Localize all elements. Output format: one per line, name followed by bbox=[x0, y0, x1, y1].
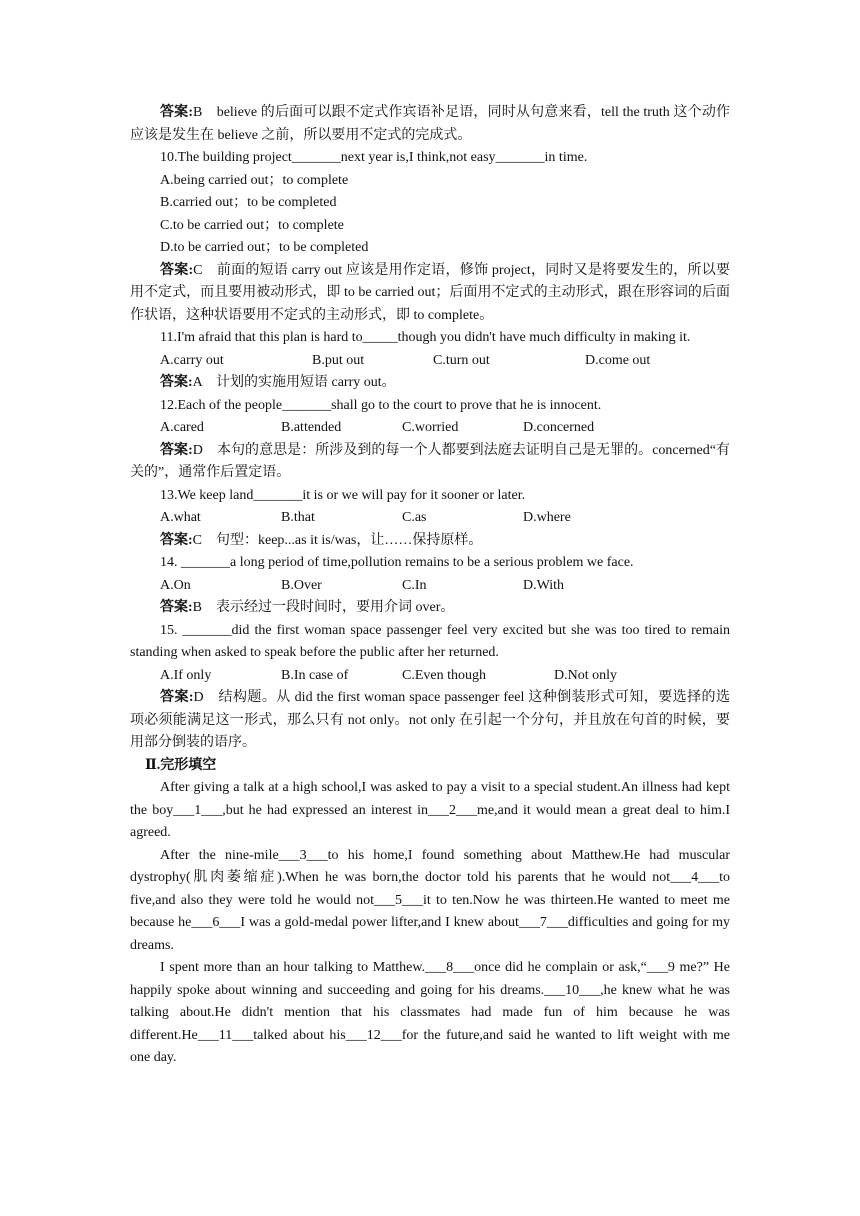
q14-answer bbox=[130, 597, 730, 620]
option-b: B.In case of bbox=[281, 667, 349, 683]
q13-stem: 13.We keep land_______it is or we will pay for it sooner or later. bbox=[160, 487, 526, 503]
q14-options bbox=[130, 575, 730, 598]
answer-text: A 计划的实施用短语 carry out。 bbox=[192, 375, 396, 390]
section-heading: Ⅱ.完形填空 bbox=[145, 757, 217, 773]
q10-option-b: B.carried out；to be completed bbox=[160, 195, 337, 210]
cloze-paragraph-2: After the nine-mile___3___to his home,I found something about Matthew.He had muscular dystrophy(肌肉萎缩症).When he was born,the doctor told his parents that he would not___4___to five,and also they were told he would not___5___it to ten.Now he was thirteen.He wanted to meet me because he___6___I was a gold-medal power lifter,and I knew about___7___difficulties and going for my dreams. bbox=[130, 847, 730, 953]
answer-text: D 结构题。从 did the first woman space passenger feel 这种倒装形式可知，要选择的选项必须能满足这一形式，那么只有 not only。not only 在引起一个分句，并且放在句首的时候，要用部分倒装的语序。 bbox=[130, 690, 730, 750]
option-b: B.that bbox=[281, 510, 315, 525]
q11-stem: 11.I'm afraid that this plan is hard to_____though you didn't have much difficulty in making it. bbox=[160, 330, 691, 345]
answer-label: 答案: bbox=[160, 105, 194, 120]
option-c: C.as bbox=[402, 510, 427, 525]
q15-answer bbox=[130, 687, 730, 755]
option-a: A.carry out bbox=[160, 352, 224, 368]
option-d: D.come out bbox=[585, 352, 651, 368]
option-a: A.what bbox=[160, 510, 201, 525]
answer-text: D 本句的意思是：所涉及到的每一个人都要到法庭去证明自己是无罪的。concerned“有关的”，通常作后置定语。 bbox=[130, 442, 730, 480]
q13-answer bbox=[130, 530, 730, 553]
q10-option-d: D.to be carried out；to be completed bbox=[160, 240, 369, 255]
q10-answer bbox=[130, 260, 730, 328]
q12-answer bbox=[130, 440, 730, 485]
q13-options bbox=[130, 507, 730, 530]
q12-stem: 12.Each of the people_______shall go to the court to prove that he is innocent. bbox=[160, 397, 602, 413]
option-c: C.Even though bbox=[402, 667, 486, 683]
document-page bbox=[130, 102, 730, 1070]
option-b: B.attended bbox=[281, 420, 342, 435]
cloze-paragraph-1: After giving a talk at a high school,I was asked to pay a visit to a special student.An illness had kept the boy___1___,but he had expressed an interest in___2___me,and it would mean a great deal to him.I agreed. bbox=[130, 780, 730, 840]
option-b: B.put out bbox=[312, 352, 365, 368]
answer-text: B believe 的后面可以跟不定式作宾语补足语，同时从句意来看，tell the truth 这个动作应该是发生在 believe 之前，所以要用不定式的完成式。 bbox=[130, 105, 730, 143]
option-d: D.With bbox=[523, 577, 565, 593]
answer-label: 答案: bbox=[160, 375, 193, 390]
answer-label: 答案: bbox=[160, 262, 194, 278]
q10-stem: 10.The building project_______next year is,I think,not easy_______in time. bbox=[160, 150, 588, 165]
answer-label: 答案: bbox=[160, 690, 194, 705]
q15-options bbox=[130, 665, 730, 688]
answer-label: 答案: bbox=[160, 600, 193, 615]
option-c: C.In bbox=[402, 577, 427, 593]
option-d: D.Not only bbox=[554, 667, 617, 683]
option-a: A.On bbox=[160, 577, 191, 593]
answer-label: 答案: bbox=[160, 442, 193, 458]
q10-option-a: A.being carried out；to complete bbox=[160, 172, 349, 188]
answer-text: B 表示经过一段时间时，要用介词 over。 bbox=[192, 600, 455, 615]
q14-stem: 14. _______a long period of time,pollution remains to be a serious problem we face. bbox=[160, 555, 634, 570]
q9-answer bbox=[130, 102, 730, 147]
option-a: A.cared bbox=[160, 420, 204, 435]
option-a: A.If only bbox=[160, 667, 212, 683]
option-d: D.where bbox=[523, 510, 571, 525]
option-c: C.turn out bbox=[433, 352, 490, 368]
answer-label: 答案: bbox=[160, 532, 193, 548]
answer-text: C 句型：keep...as it is/was，让……保持原样。 bbox=[192, 532, 483, 548]
option-c: C.worried bbox=[402, 420, 459, 435]
q12-options bbox=[130, 417, 730, 440]
answer-text: C 前面的短语 carry out 应该是用作定语，修饰 project，同时又是将要发生的，所以要用不定式，而且要用被动形式，即 to be carried out；后面用不定式的主动形式，跟在形容词的后面作状语，这种状语要用不定式的主动形式，即 to complete。 bbox=[130, 262, 730, 323]
option-d: D.concerned bbox=[523, 420, 595, 435]
option-b: B.Over bbox=[281, 577, 322, 593]
q10-option-c: C.to be carried out；to complete bbox=[160, 217, 344, 233]
q11-options bbox=[130, 350, 730, 373]
q15-stem: 15. _______did the first woman space passenger feel very excited but she was too tired to remain standing when asked to speak before the public after her returned. bbox=[130, 622, 730, 660]
cloze-paragraph-3: I spent more than an hour talking to Matthew.___8___once did he complain or ask,“___9 me?” He happily spoke about winning and succeeding and going for his dreams.___10___,he knew what he was talking about.He didn't mention that his classmates had made fun of him because he was different.He___11___talked about his___12___for the future,and said he wanted to lift weight with me one day. bbox=[130, 960, 730, 1065]
q11-answer bbox=[130, 372, 730, 395]
